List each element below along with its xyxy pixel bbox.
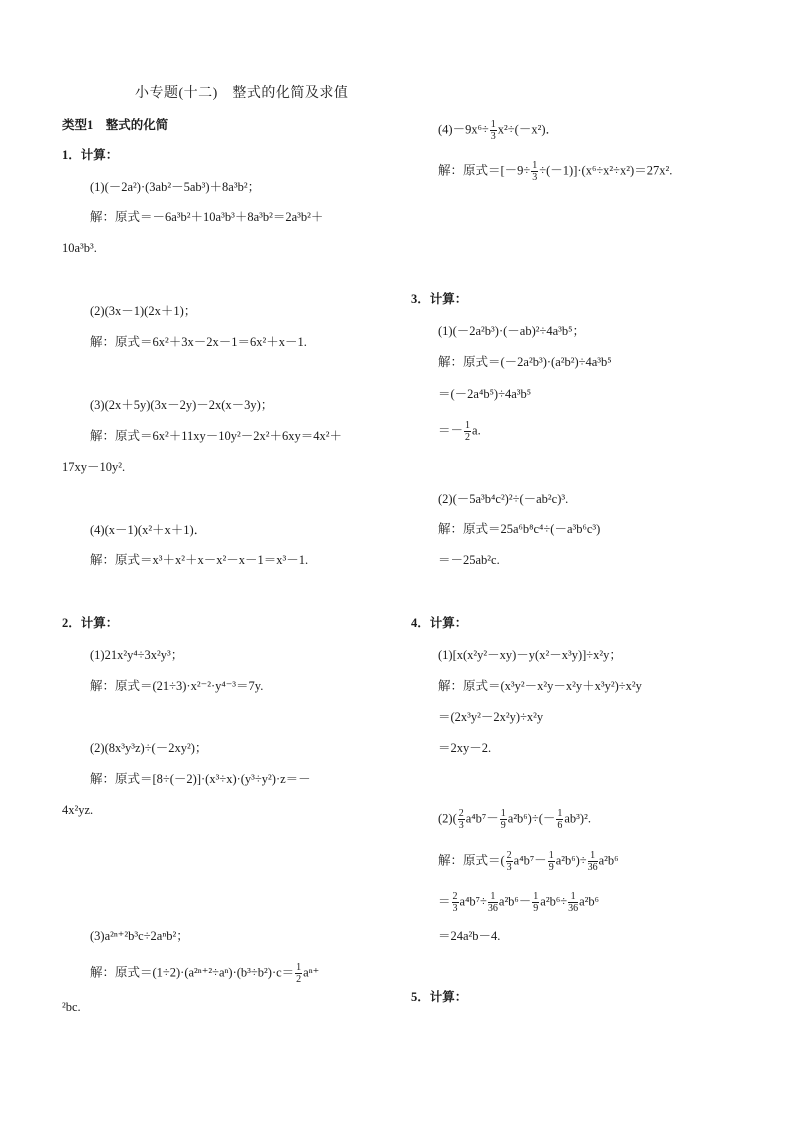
q1-p3-solution: 解：原式＝6x²＋11xy－10y²－2x²＋6xy＝4x²＋ — [90, 429, 343, 443]
q4-p2-solution-step2 — [438, 891, 599, 914]
q4-p2-solution-step3: ＝24a²b－4. — [438, 929, 501, 943]
q5-label: 5．计算： — [411, 990, 468, 1004]
q2-p2-solution-cont: 4x²yz. — [62, 803, 94, 817]
text-part: a²b⁶－ — [498, 894, 532, 909]
q4-p2-solution — [438, 850, 619, 873]
q2-p4-problem — [438, 119, 558, 142]
fraction — [488, 891, 498, 914]
q2-p4-solution — [438, 160, 672, 183]
q1-p3-solution-cont: 17xy－10y². — [62, 460, 126, 474]
q3-p1-step3-post: a. — [472, 423, 481, 438]
fraction-denominator: 3 — [458, 820, 464, 831]
q1-p2-solution: 解：原式＝6x²＋3x－2x－1＝6x²＋x－1. — [90, 335, 307, 349]
fraction-numerator: 1 — [568, 891, 578, 903]
q4-p1-solution: 解：原式＝(x³y²－x²y－x²y＋x³y²)÷x²y — [438, 679, 642, 693]
q2-p4-problem-post: x²÷(－x²)． — [497, 122, 558, 137]
fraction — [464, 420, 471, 443]
fraction-denominator: 36 — [568, 903, 579, 914]
page-title: 小专题(十二) 整式的化简及求值 — [135, 86, 349, 101]
q1-label: 1．计算： — [62, 148, 119, 162]
fraction — [490, 119, 497, 142]
q1-p3-problem: (3)(2x＋5y)(3x－2y)－2x(x－3y)； — [90, 398, 274, 412]
q2-p3-solution-text: 解：原式＝(1÷2)·(a²ⁿ⁺²÷aⁿ)·(b³÷b²)·c＝ — [90, 965, 295, 980]
text-part: (2)( — [438, 811, 457, 826]
fraction-numerator: 1 — [533, 891, 539, 902]
fraction-numerator: 1 — [465, 420, 471, 431]
text-part: a⁴b⁷÷ — [459, 894, 487, 909]
q2-p1-solution: 解：原式＝(21÷3)·x²⁻²·y⁴⁻³＝7y. — [90, 679, 264, 693]
text-part: a²b⁶)÷ — [555, 853, 587, 868]
q2-p3-solution-cont: ²bc. — [62, 1000, 81, 1014]
q1-p4-solution: 解：原式＝x³＋x²＋x－x²－x－1＝x³－1. — [90, 553, 309, 567]
q1-p2-problem: (2)(3x－1)(2x＋1)； — [90, 304, 197, 318]
q2-label: 2．计算： — [62, 616, 119, 630]
q3-p1-solution: 解：原式＝(－2a²b³)·(a²b²)÷4a³b⁵ — [438, 355, 612, 369]
q2-p4-solution-post: ÷(－1)]·(x⁶÷x²÷x²)＝27x². — [539, 163, 673, 178]
fraction-denominator: 3 — [532, 172, 538, 183]
text-part: 解：原式＝( — [438, 853, 505, 868]
fraction — [506, 850, 513, 873]
q2-p4-solution-pre: 解：原式＝[－9÷ — [438, 163, 531, 178]
q1-p4-problem: (4)(x－1)(x²＋x＋1)． — [90, 523, 207, 537]
q1-p1-problem: (1)(－2a²)·(3ab²－5ab³)＋8a³b²； — [90, 180, 261, 194]
q4-p1-solution-step2: ＝(2x³y²－2x²y)÷x²y — [438, 710, 544, 724]
fraction-denominator: 2 — [465, 432, 471, 443]
fraction-numerator: 2 — [458, 808, 464, 819]
fraction-denominator: 3 — [452, 903, 458, 914]
q1-p1-solution-cont: 10a³b³. — [62, 241, 97, 255]
q4-p1-solution-step3: ＝2xy－2. — [438, 741, 492, 755]
q4-p1-problem: (1)[x(x²y²－xy)－y(x²－x³y)]÷x²y； — [438, 648, 622, 662]
fraction-numerator: 2 — [506, 850, 512, 861]
fraction — [295, 962, 302, 985]
q3-p1-solution-step2: ＝(－2a⁴b⁵)÷4a³b⁵ — [438, 387, 532, 401]
q4-label: 4．计算： — [411, 616, 468, 630]
q3-p2-solution: 解：原式＝25a⁶b⁸c⁴÷(－a³b⁶c³) — [438, 522, 601, 536]
q4-p2-problem — [438, 808, 591, 831]
q2-p1-problem: (1)21x²y⁴÷3x²y³； — [90, 648, 184, 662]
fraction — [568, 891, 578, 914]
fraction — [556, 808, 563, 831]
fraction — [458, 808, 465, 831]
fraction-denominator: 9 — [548, 862, 554, 873]
fraction-denominator: 36 — [587, 862, 598, 873]
q3-p2-problem: (2)(－5a³b⁴c²)²÷(－ab²c)³. — [438, 492, 569, 506]
fraction-denominator: 2 — [296, 974, 302, 985]
text-part: a²b⁶ — [598, 853, 619, 868]
q3-p1-step3-pre: ＝－ — [438, 423, 464, 438]
q3-p1-solution-step3 — [438, 420, 481, 443]
text-part: a²b⁶÷ — [540, 894, 568, 909]
fraction-denominator: 3 — [506, 862, 512, 873]
q3-p2-solution-step2: ＝－25ab²c. — [438, 553, 500, 567]
fraction — [452, 891, 459, 914]
q1-p1-solution: 解：原式＝－6a³b²＋10a³b³＋8a³b²＝2a³b²＋ — [90, 210, 324, 224]
fraction-denominator: 3 — [490, 131, 496, 142]
fraction — [548, 850, 555, 873]
text-part: ＝ — [438, 894, 451, 909]
text-part: a⁴b⁷－ — [513, 853, 547, 868]
text-part: a²b⁶ — [579, 894, 599, 909]
type1-heading: 类型1 整式的化简 — [62, 118, 169, 132]
q2-p3-solution-tail: aⁿ⁺ — [303, 965, 320, 980]
fraction-numerator: 2 — [452, 891, 458, 902]
fraction — [588, 850, 598, 873]
q2-p3-problem: (3)a²ⁿ⁺²b³c÷2aⁿb²； — [90, 929, 189, 943]
fraction-numerator: 1 — [557, 808, 563, 819]
q2-p2-problem: (2)(8x³y³z)÷(－2xy²)； — [90, 741, 208, 755]
fraction-numerator: 1 — [296, 962, 302, 973]
fraction — [531, 160, 538, 183]
fraction-numerator: 1 — [548, 850, 554, 861]
fraction-denominator: 9 — [533, 903, 539, 914]
fraction-numerator: 1 — [532, 160, 538, 171]
fraction — [500, 808, 507, 831]
q2-p2-solution: 解：原式＝[8÷(－2)]·(x³÷x)·(y³÷y²)·z＝－ — [90, 772, 311, 786]
q2-p4-problem-pre: (4)－9x⁶÷ — [438, 122, 489, 137]
q3-label: 3．计算： — [411, 292, 468, 306]
fraction-numerator: 1 — [588, 850, 598, 862]
text-part: a⁴b⁷－ — [465, 811, 499, 826]
fraction-numerator: 1 — [488, 891, 498, 903]
fraction-numerator: 1 — [500, 808, 506, 819]
text-part: a²b⁶)÷(－ — [507, 811, 556, 826]
fraction-numerator: 1 — [490, 119, 496, 130]
q2-p3-solution — [90, 962, 319, 985]
fraction-denominator: 6 — [557, 820, 563, 831]
text-part: ab³)². — [564, 811, 591, 826]
fraction-denominator: 36 — [487, 903, 498, 914]
q3-p1-problem: (1)(－2a²b³)·(－ab)²÷4a³b⁵； — [438, 324, 585, 338]
fraction — [532, 891, 539, 914]
fraction-denominator: 9 — [500, 820, 506, 831]
